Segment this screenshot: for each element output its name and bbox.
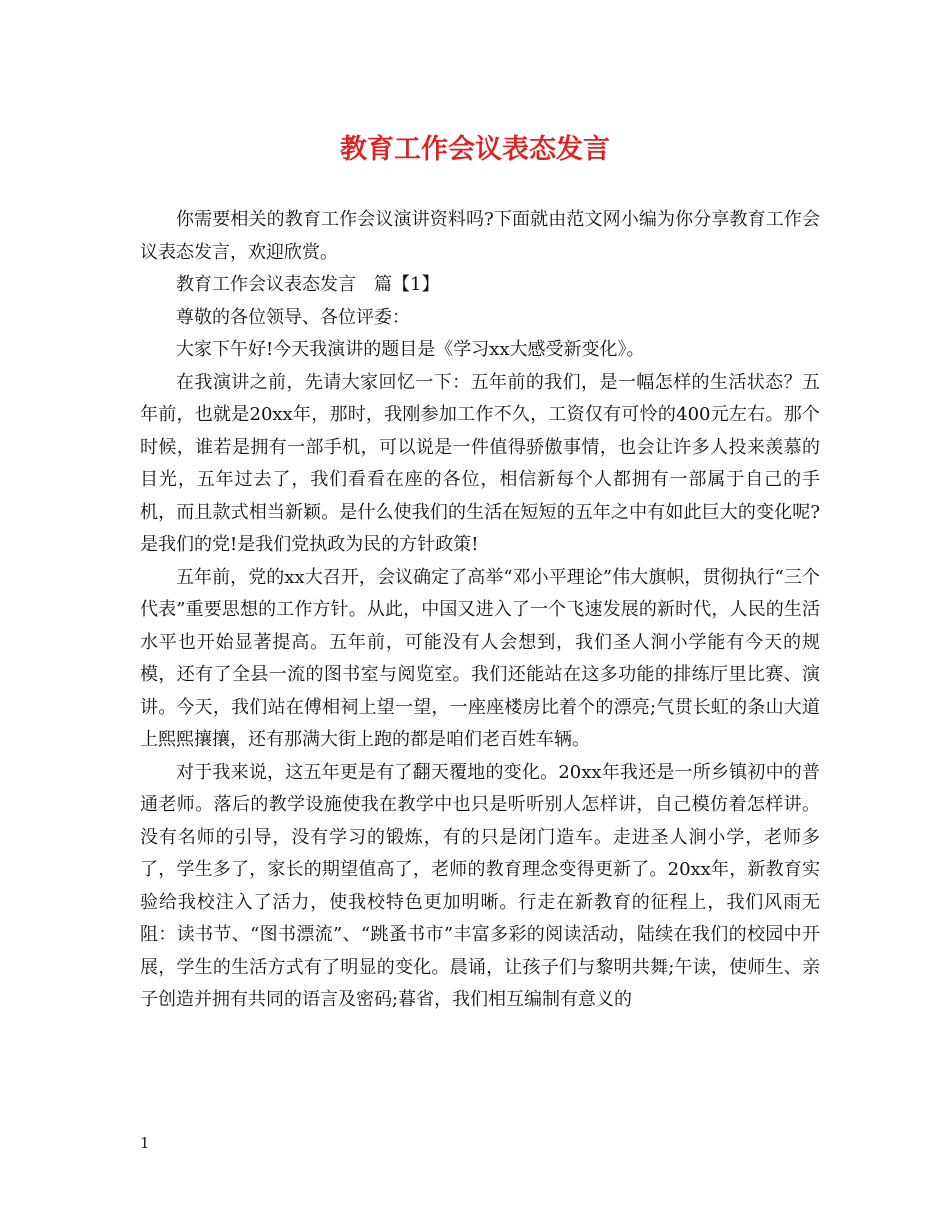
paragraph-body-2: 五年前，党的xx大召开，会议确定了高举“邓小平理论”伟大旗帜，贯彻执行“三个代表”重要思想的工作方针。从此，中国又进入了一个飞速发展的新时代，人民的生活水平也开始显著提高。五年前，可能没有人会想到，我们圣人涧小学能有今天的规模，还有了全县一流的图书室与阅览室。我们还能站在这多功能的排练厅里比赛、演讲。今天，我们站在傅相祠上望一望，一座座楼房比着个的漂亮;气贯长虹的条山大道上熙熙攘攘，还有那满大街上跑的都是咱们老百姓车辆。 — [140, 566, 820, 750]
paragraph-intro: 你需要相关的教育工作会议演讲资料吗?下面就由范文网小编为你分享教育工作会议表态发言，欢迎欣赏。 — [140, 209, 820, 263]
paragraph-greeting: 大家下午好!今天我演讲的题目是《学习xx大感受新变化》。 — [176, 339, 645, 360]
paragraph-body-1: 在我演讲之前，先请大家回忆一下：五年前的我们，是一幅怎样的生活状态？五年前，也就是20xx年，那时，我刚参加工作不久，工资仅有可怜的400元左右。那个时候，谁若是拥有一部手机，可以说是一件值得骄傲事情，也会让许多人投来羡慕的目光，五年过去了，我们看看在座的各位，相信新每个人都拥有一部属于自己的手机，而且款式相当新颖。是什么使我们的生活在短短的五年之中有如此巨大的变化呢?是我们的党!是我们党执政为民的方针政策! — [140, 371, 820, 555]
page-number: 1 — [140, 1134, 150, 1152]
document-body — [140, 204, 820, 1017]
page-title: 教育工作会议表态发言 — [340, 134, 610, 165]
paragraph-section-heading: 教育工作会议表态发言 篇【1】 — [176, 274, 440, 295]
paragraph-body-3: 对于我来说，这五年更是有了翻天覆地的变化。20xx年我还是一所乡镇初中的普通老师。落后的教学设施使我在教学中也只是听听别人怎样讲，自己模仿着怎样讲。没有名师的引导，没有学习的锻炼，有的只是闭门造车。走进圣人涧小学，老师多了，学生多了，家长的期望值高了，老师的教育理念变得更新了。20xx年，新教育实验给我校注入了活力，使我校特色更加明晰。行走在新教育的征程上，我们风雨无阻：读书节、“图书漂流”、“跳蚤书市”丰富多彩的阅读活动，陆续在我们的校园中开展，学生的生活方式有了明显的变化。晨诵，让孩子们与黎明共舞;午读，使师生、亲子创造并拥有共同的语言及密码;暮省，我们相互编制有意义的 — [140, 761, 820, 1010]
paragraph-salutation: 尊敬的各位领导、各位评委： — [176, 306, 410, 328]
